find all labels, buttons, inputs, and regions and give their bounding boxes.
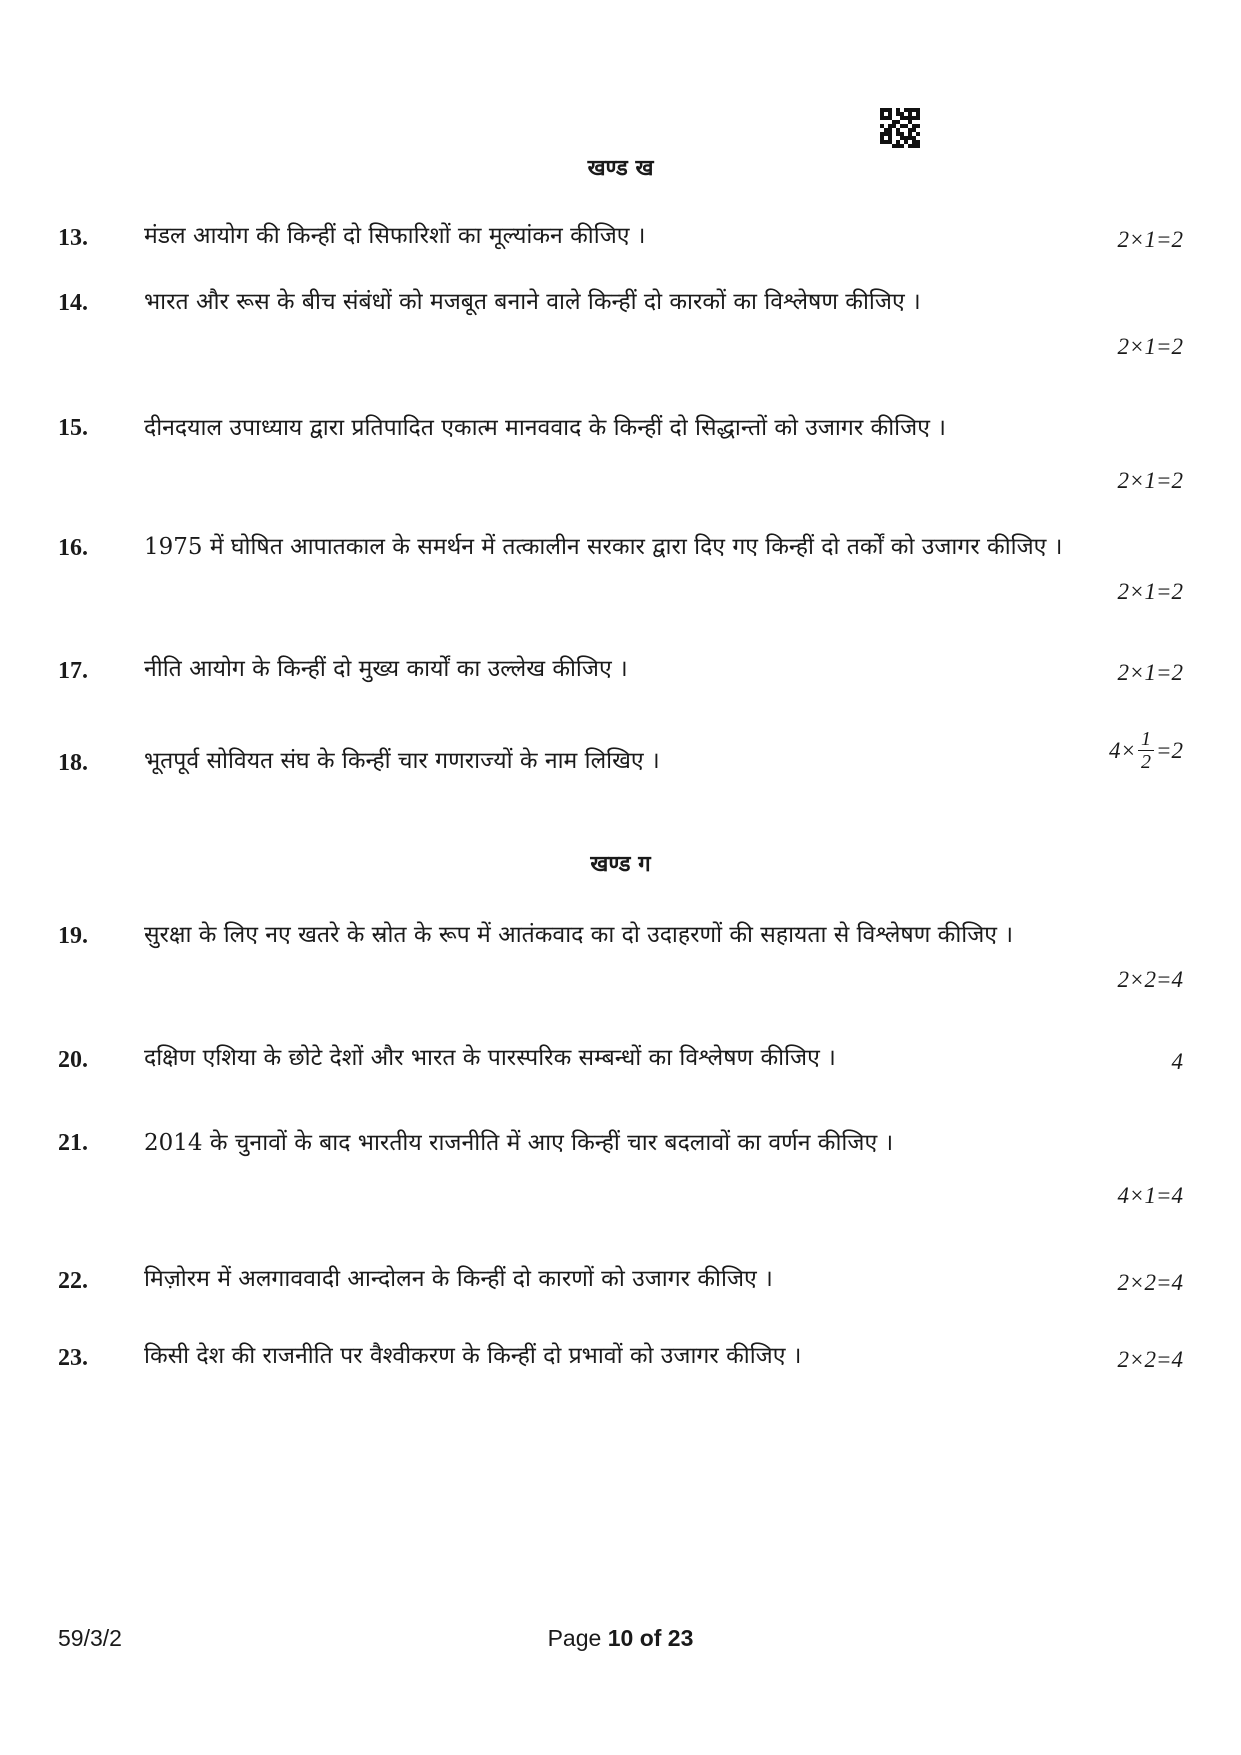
marks-fraction [1138,728,1154,773]
question-number: 15. [58,415,88,441]
question-number: 14. [58,290,88,316]
question-text: 1975 में घोषित आपातकाल के समर्थन में तत्कालीन सरकार द्वारा दिए गए किन्हीं दो तर्कों को उजागर कीजिए । [144,534,1063,560]
question-marks: 2×1=2 [1117,579,1183,604]
question-23 [58,1345,1183,1425]
question-marks: 2×1=2 [1117,227,1183,252]
question-number: 21. [58,1130,88,1156]
question-15 [58,415,1183,495]
question-19 [58,923,1183,1003]
question-number: 17. [58,658,88,684]
question-number: 13. [58,225,88,251]
question-number: 18. [58,750,88,776]
question-text: नीति आयोग के किन्हीं दो मुख्य कार्यों का उल्लेख कीजिए । [144,656,628,682]
question-marks: 2×1=2 [1117,468,1183,493]
page-current: 10 [607,1625,634,1651]
question-marks: 4×1=4 [1117,1183,1183,1208]
question-text: दीनदयाल उपाध्याय द्वारा प्रतिपादित एकात्म मानववाद के किन्हीं दो सिद्धान्तों को उजागर कीजिए । [144,415,946,441]
question-marks: 2×1=2 [1117,334,1183,359]
page-of: of [639,1625,662,1651]
question-number: 20. [58,1047,88,1073]
question-marks: 2×1=2 [1117,660,1183,685]
question-number: 23. [58,1345,88,1371]
question-18 [58,728,1183,830]
fraction-numerator: 1 [1138,728,1154,751]
question-21 [58,1130,1183,1210]
marks-prefix: 4× [1108,737,1136,763]
marks-suffix: =2 [1155,737,1183,763]
question-text: भारत और रूस के बीच संबंधों को मजबूत बनाने वाले किन्हीं दो कारकों का विश्लेषण कीजिए । [144,289,921,315]
question-marks: 4 [1171,1049,1183,1074]
question-20 [58,1047,1183,1127]
question-number: 22. [58,1268,88,1294]
section-b-title: खण्ड ख [587,155,654,181]
question-text: मंडल आयोग की किन्हीं दो सिफारिशों का मूल्यांकन कीजिए । [144,223,646,249]
question-text: दक्षिण एशिया के छोटे देशों और भारत के पारस्परिक सम्बन्धों का विश्लेषण कीजिए । [144,1045,836,1071]
question-text: सुरक्षा के लिए नए खतरे के स्रोत के रूप में आतंकवाद का दो उदाहरणों की सहायता से विश्लेषण कीजिए । [144,922,1014,948]
question-marks [1109,728,1183,773]
qr-code [880,108,920,148]
question-marks: 2×2=4 [1117,1270,1183,1295]
question-14 [58,290,1183,370]
question-text: मिज़ोरम में अलगाववादी आन्दोलन के किन्हीं दो कारणों को उजागर कीजिए । [144,1266,773,1292]
question-16 [58,535,1183,615]
page-indicator [0,1625,1241,1652]
section-c-title: खण्ड ग [590,851,651,877]
question-text: 2014 के चुनावों के बाद भारतीय राजनीति में आए किन्हीं चार बदलावों का वर्णन कीजिए । [144,1130,894,1156]
question-number: 19. [58,923,88,949]
question-17 [58,658,1183,738]
question-marks: 2×2=4 [1117,967,1183,992]
fraction-denominator: 2 [1140,751,1151,773]
question-22 [58,1268,1183,1348]
page-total: 23 [667,1625,694,1651]
paper-code: 59/3/2 [58,1625,122,1651]
question-text: किसी देश की राजनीति पर वैश्वीकरण के किन्हीं दो प्रभावों को उजागर कीजिए । [144,1343,802,1369]
page-word: Page [547,1625,602,1651]
question-text: भूतपूर्व सोवियत संघ के किन्हीं चार गणराज्यों के नाम लिखिए । [144,748,660,774]
question-marks: 2×2=4 [1117,1347,1183,1372]
question-number: 16. [58,535,88,561]
